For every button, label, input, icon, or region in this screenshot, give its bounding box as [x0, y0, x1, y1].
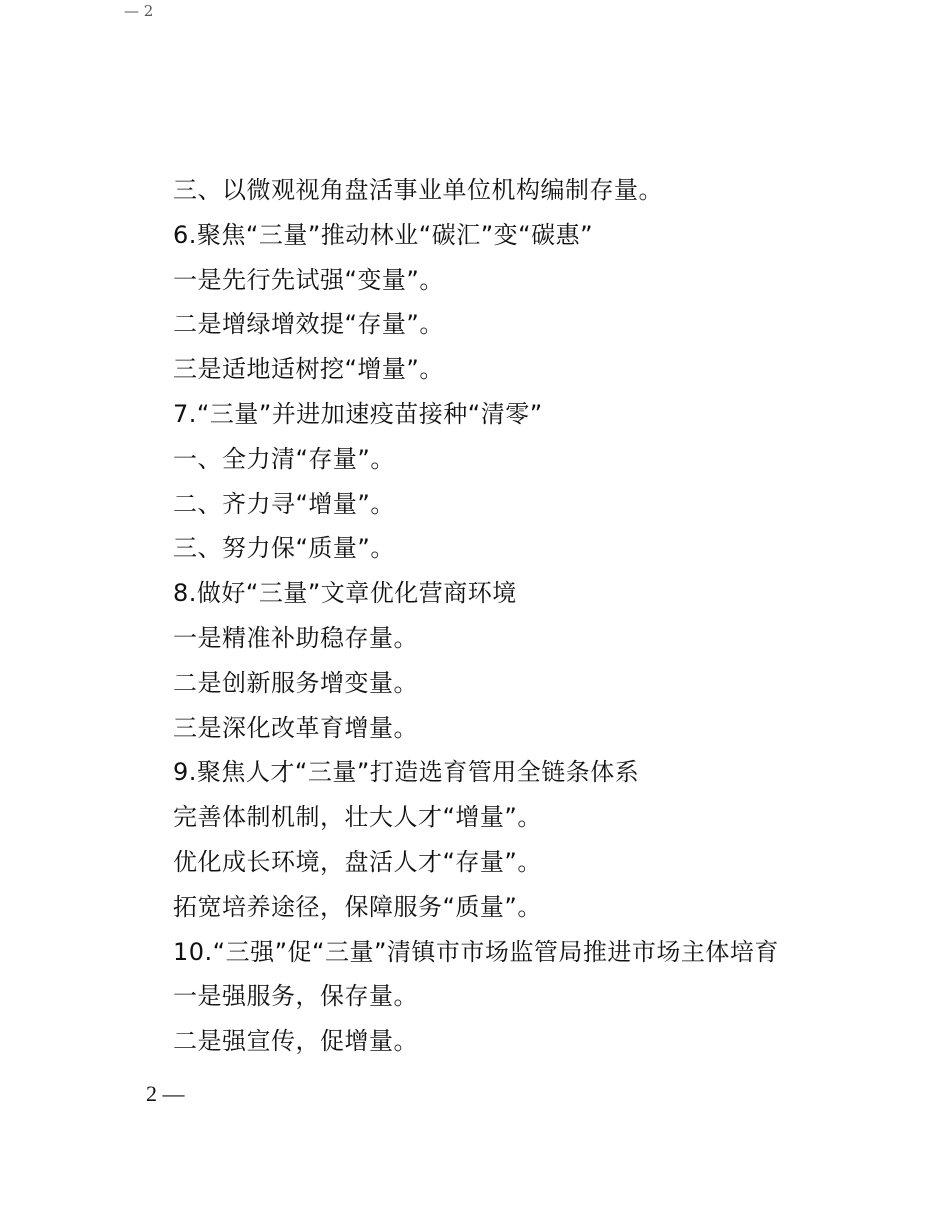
- text-line: 三是适地适树挖“增量”。: [173, 355, 444, 384]
- text-line: 6.聚焦“三量”推动林业“碳汇”变“碳惠”: [173, 220, 593, 249]
- text-line: 7.“三量”并进加速疫苗接种“清零”: [173, 399, 543, 428]
- text-line: 9.聚焦人才“三量”打造选育管用全链条体系: [173, 758, 640, 787]
- text-line: 拓宽培养途径，保障服务“质量”。: [173, 892, 542, 921]
- text-line: 二是增绿增效提“存量”。: [173, 310, 444, 339]
- text-line: 8.做好“三量”文章优化营商环境: [173, 579, 517, 608]
- text-line: 三、以微观视角盘活事业单位机构编制存量。: [173, 176, 663, 204]
- text-line: 三是深化改革育增量。: [173, 713, 418, 742]
- page-number-header: — 2: [124, 2, 154, 20]
- document-body: [173, 168, 873, 1064]
- text-line: 一是先行先试强“变量”。: [173, 265, 444, 294]
- text-line: 一、全力清“存量”。: [173, 444, 395, 473]
- text-line: 一是精准补助稳存量。: [173, 623, 418, 652]
- text-line: 二是创新服务增变量。: [173, 668, 418, 697]
- text-line: 三、努力保“质量”。: [173, 534, 395, 563]
- text-line: 优化成长环境，盘活人才“存量”。: [173, 847, 542, 876]
- text-line: 二、齐力寻“增量”。: [173, 489, 395, 518]
- page-number-footer: 2 —: [146, 1081, 185, 1106]
- text-line: 完善体制机制，壮大人才“增量”。: [173, 803, 542, 832]
- text-line: 二是强宣传，促增量。: [173, 1027, 418, 1056]
- text-line: 一是强服务，保存量。: [173, 982, 418, 1011]
- text-line: 10.“三强”促“三量”清镇市市场监管局推进市场主体培育: [173, 937, 779, 966]
